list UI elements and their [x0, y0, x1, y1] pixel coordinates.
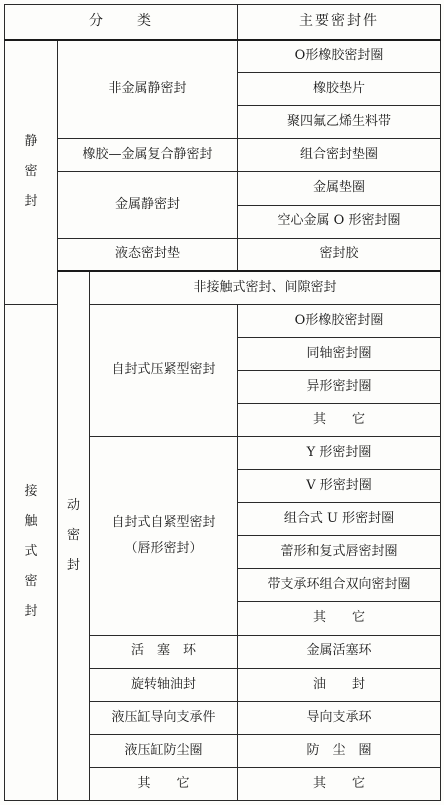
nonmetal-static-seal-label: 非金属静密封 — [58, 40, 238, 139]
cylinder-dust-seal-label: 液压缸防尘圈 — [90, 734, 238, 767]
cylinder-guide-label: 液压缸导向支承件 — [90, 701, 238, 734]
table-row — [5, 271, 441, 304]
composite-static-seal-label: 橡胶—金属复合静密封 — [58, 139, 238, 172]
main-seal-cell: 其 它 — [238, 767, 441, 800]
contact-seal-label: 接 触 式 密 封 — [5, 304, 58, 800]
table-row — [5, 238, 441, 271]
main-seal-cell: 其 它 — [238, 602, 441, 635]
rotary-oil-seal-label: 旋转轴油封 — [90, 668, 238, 701]
header-main-seal: 主要密封件 — [238, 5, 441, 40]
static-seal-group-label: 静 密 封 — [5, 40, 58, 305]
main-seal-cell: 导向支承环 — [238, 701, 441, 734]
metal-static-seal-label: 金属静密封 — [58, 172, 238, 238]
dynamic-seal-group-label: 动 密 封 — [58, 271, 90, 800]
lip-seal-label: 自封式自紧型密封 （唇形密封） — [90, 437, 238, 635]
main-seal-cell: 带支承环组合双向密封圈 — [238, 569, 441, 602]
other-contact-seal-label: 其 它 — [90, 767, 238, 800]
noncontact-seal-label: 非接触式密封、间隙密封 — [90, 271, 441, 304]
main-seal-cell: 防 尘 圈 — [238, 734, 441, 767]
main-seal-cell: 异形密封圈 — [238, 370, 441, 403]
seal-classification-table — [4, 4, 441, 801]
table-row — [5, 139, 441, 172]
main-seal-cell: 密封胶 — [238, 238, 441, 271]
main-seal-cell: 橡胶垫片 — [238, 73, 441, 106]
main-seal-cell: O形橡胶密封圈 — [238, 304, 441, 337]
table-row — [5, 40, 441, 73]
main-seal-cell: V 形密封圈 — [238, 470, 441, 503]
header-category: 分 类 — [5, 5, 238, 40]
main-seal-cell: 组合密封垫圈 — [238, 139, 441, 172]
main-seal-cell: Y 形密封圈 — [238, 437, 441, 470]
compression-seal-label: 自封式压紧型密封 — [90, 304, 238, 436]
header-row — [5, 5, 441, 40]
piston-ring-label: 活 塞 环 — [90, 635, 238, 668]
main-seal-cell: 聚四氟乙烯生料带 — [238, 106, 441, 139]
liquid-seal-label: 液态密封垫 — [58, 238, 238, 271]
table-row — [5, 172, 441, 205]
main-seal-cell: 空心金属 O 形密封圈 — [238, 205, 441, 238]
main-seal-cell: 金属活塞环 — [238, 635, 441, 668]
main-seal-cell: 其 它 — [238, 404, 441, 437]
main-seal-cell: 同轴密封圈 — [238, 337, 441, 370]
main-seal-cell: 金属垫圈 — [238, 172, 441, 205]
main-seal-cell: O形橡胶密封圈 — [238, 40, 441, 73]
main-seal-cell: 组合式 U 形密封圈 — [238, 503, 441, 536]
main-seal-cell: 油 封 — [238, 668, 441, 701]
main-seal-cell: 蕾形和复式唇密封圈 — [238, 536, 441, 569]
